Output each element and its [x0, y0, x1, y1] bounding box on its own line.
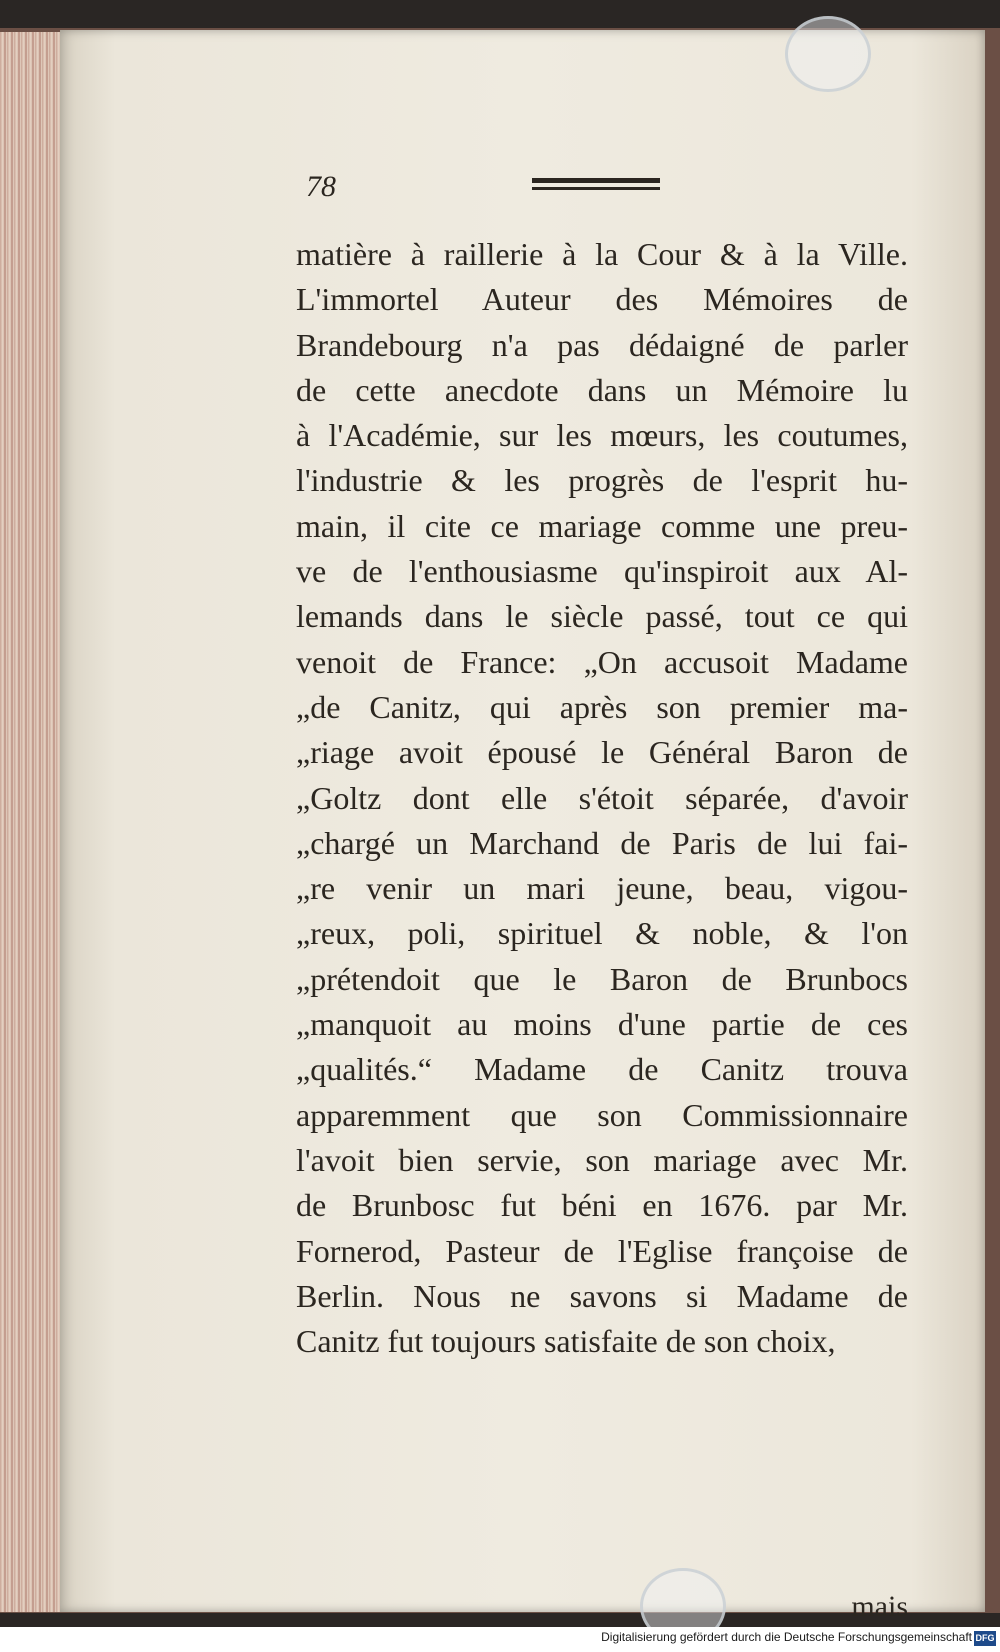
text-line: „re venir un mari jeune, beau, vigou- [296, 870, 908, 907]
text-line: ve de l'enthousiasme qu'inspiroit aux Al- [296, 553, 908, 590]
text-line: venoit de France: „On accusoit Madame [296, 643, 908, 680]
text-line: à l'Académie, sur les mœurs, les coutumes, [296, 417, 908, 454]
text-line: Canitz fut toujours satisfaite de son choix, [296, 1323, 836, 1360]
text-line: l'avoit bien servie, son mariage avec Mr. [296, 1141, 908, 1178]
text-line: matière à raillerie à la Cour & à la Ville. [296, 236, 908, 272]
text-line: „reux, poli, spirituel & noble, & l'on [296, 915, 908, 952]
text-line: de Brunbosc fut béni en 1676. par Mr. [296, 1187, 908, 1224]
top-clip [785, 16, 871, 92]
text-line: „qualités.“ Madame de Canitz trouva [296, 1051, 908, 1088]
text-line: Fornerod, Pasteur de l'Eglise françoise de [296, 1232, 908, 1269]
text-line: lemands dans le siècle passé, tout ce qui [296, 598, 908, 635]
text-line: „chargé un Marchand de Paris de lui fai- [296, 824, 908, 861]
funding-credit: Digitalisierung gefördert durch die Deutsche Forschungsgemeinschaft [601, 1630, 972, 1644]
text-line: apparemment que son Commissionnaire [296, 1096, 908, 1133]
body-text [296, 232, 908, 1623]
text-line: L'immortel Auteur des Mémoires de [296, 281, 908, 318]
text-line: main, il cite ce mariage comme une preu- [296, 507, 908, 544]
text-line: Berlin. Nous ne savons si Madame de [296, 1277, 908, 1314]
text-line: „de Canitz, qui après son premier ma- [296, 688, 908, 725]
catchword: mais [851, 1590, 908, 1623]
footer-bar [0, 1627, 1000, 1652]
text-line: „riage avoit épousé le Général Baron de [296, 734, 908, 771]
text-line: „manquoit au moins d'une partie de ces [296, 1006, 908, 1043]
text-line: de cette anecdote dans un Mémoire lu [296, 371, 908, 408]
text-line: Brandebourg n'a pas dédaigné de parler [296, 326, 908, 363]
text-line: l'industrie & les progrès de l'esprit hu- [296, 462, 908, 499]
page-number: 78 [306, 170, 336, 203]
dfg-logo-icon: DFG [974, 1631, 996, 1646]
text-line: „Goltz dont elle s'étoit séparée, d'avoir [296, 779, 908, 816]
text-line: „prétendoit que le Baron de Brunbocs [296, 960, 908, 997]
header-ornament [532, 178, 660, 190]
